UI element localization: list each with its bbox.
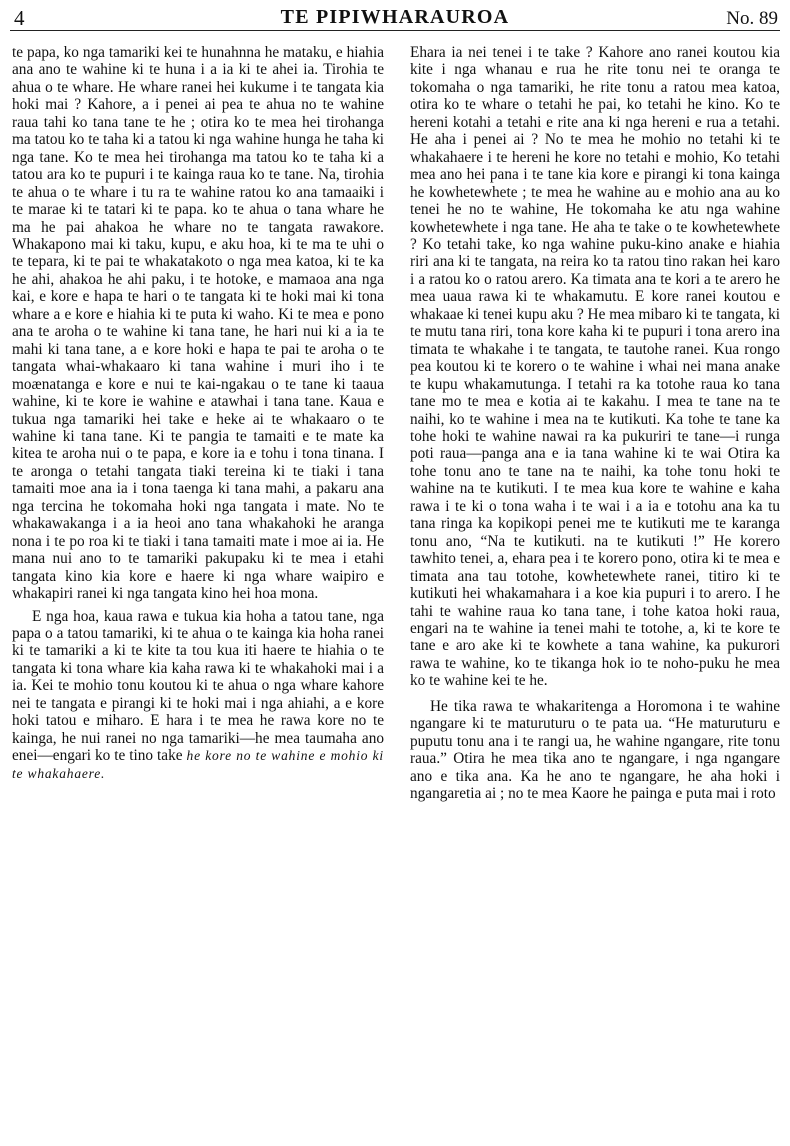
left-column: [12, 44, 384, 1144]
left-paragraph-1: te papa, ko nga tamariki kei te hunahnna he mataku, e hiahia ana ano te wahine ki te huna i a ia ki te ahei ia. Tirohia te ahua o te whare. He whare ranei hei kukume i te tangata kia hoki mai ? Kahore, a i penei ai pea te ahua no te wahine raua tahi ko tana tane te he ; otira ko te mea hei tirohanga ma tatou ko te taha ki a tatou ki nga wahine hunga he taha ki nga tane. Ko te mea hei tirohanga ma tatou ko te taha ki a tatou ara ko te pupuri i te kainga raua ko te tane. Na, tirohia te ahua o te whare i tu ra te wahine ratou ko ana tamaaiki i te marae ki te tatari ki te papa. ko te ahua o tana whare he ma he pai ahakoa he whare no te tangata rawakore. Whakapono mai ki taku, kupu, e aku hoa, ki te ma te uhi o te tepara, ki te pai te whakatakoto o nga mea katoa, ki te ka he ahi, ahakoa he ahi paku, i te hotoke, e mamaoa ana nga kai, e kore e hapa te hari o te tangata ki te hoki mai ki tona whare a e kore e hiahia ki te puta ki waho. Ki te mea e pono ana te aroha o te wahine ki tana tane, he hari nui ki a ia te mahi ki tana tane, a e kore hoki e hapa te pai te aroha o te tangata whai-whakaaro ki tana wahine i muri iho i te moænatanga e kore e nui te kai-ngakau o te tane ki taaua wahine, ki te kore ie wahine e atawhai i tana tane. Kaua e tukua nga tamariki hei take e heke ai te whakaaro o te wahine ki tana tane. Ki te pangia te tamaiti e te mate ka kitea te aroha nui o te papa, e kore ia e tohu i tona tinana. I te aronga o tetahi tangata tiaki tereina ki te tiaki i tana tamaiti moe ana ia i tona taenga ki tana mahi, a pakaru ana nga tercina he tokomaha hoki nga tangata i mate. No te whakawakanga i a ia heoi ano tana whakahoki he aranga nona i te po roa ki te tiaki i tana tamaiti mate i moe ai ia. He mana nui ano to te tamariki pakupaku ki te mea i etahi tangata kino kia kore e haere ki nga whare waipiro e whakapiri ranei ki nga tangata kino hei hoa mona.: [12, 44, 384, 603]
page-header: [10, 4, 780, 31]
masthead-title: TE PIPIWHARAUROA: [280, 6, 510, 28]
right-column: [410, 44, 780, 1144]
issue-number: No. 89: [726, 8, 778, 29]
right-paragraph-2: He tika rawa te whakaritenga a Horomona i te wahine ngangare ki te maturuturu o te pata ua. “He maturuturu e puputu tonu ana i te rangi ua, he wahine ngangare, rite tonu raua.” Otira he mea tika ano te ngangare, i nga ngangare ano e tika ana. Ka he ano te ngangare, he aha hoki i ngangaretia ai ; no te mea Kaore he painga e puta mai i roto: [410, 697, 780, 803]
page-number: 4: [14, 6, 25, 30]
left-paragraph-2: [12, 608, 384, 783]
left-paragraph-2-text: E nga hoa, kaua rawa e tukua kia hoha a tatou tane, nga papa o a tatou tamariki, ki te ahua o te kainga kia hoha ranei ki te tamariki a ki te kite ta tou kua iti haere te hiahia o te tangata ki tona whare kia kaha rawa ki te whakahoki mai i a ia. Kei te mohio tonu koutou ki te ahua o nga whare kahore nei te tangata e pirangi ki te hoki mai i nga ahiahi, a e kore hoki tatou e miharo. E hara i te mea he rawa kore no te kainga, he nui ranei no nga tamariki—he mea taumaha ano enei—engari ko te tino take: [12, 607, 384, 765]
left-paragraph-2-italic: he kore no te wahine e mohio ki te whakahaere.: [12, 748, 384, 781]
right-paragraph-1: Ehara ia nei tenei i te take ? Kahore ano ranei koutou kia kite i nga whanau e rua he rite tonu nei te oranga te tokomaha o nga tamariki, he rite tonu a ratou mea katoa, otira ko te whare o tetahi he pai, ko tetahi he kino. Ko te hereni kotahi a tetahi e rite ana ki nga hereni e rua a tetahi. He aha i penei ai ? No te mea he mohio no tetahi ki te whakahaere i te hereni he kore no tetahi e mohio, Ko tetahi mea ano hei pana i te tane kia kore e pirangi ki tona kainga he kowhetewhete ; te mea he wahine au e mohio ana au ko tenei he no te wahine, He tokomaha ke atu nga wahine kowhetewhete i nga tane. He aha te take o te kowhetewhete ? Ko tetahi take, ko nga wahine puku-kino anake e hiahia riri ana ki te tangata, na reira ko ta ratou tino rakan hei karo i a ratou ko o ratou arero. Ka timata ana te kori a te arero he mea uaua rawa ki te whakamutu. E kore ranei koutou e whakaae ki tenei kupu aku ? He mea mibaro ki te tangata, ki te mutu tana riri, tona kore kaha ki te pupuri i tona arero ina timata te whakahe i te tangata, te tautohe ranei. Kua rongo pea koutou ki te korero o te wahine i whai nei mana anake te kupu whakamutunga. I tetahi ra ka totohe raua ko tana tane mo te mea e kotia ai te kakahu. I mea te tane na te naihi, ko te wahine i mea na te kutikuti. Ka tohe te tane ka tohe hoki te wahine nawai ra ka pukuriri te tane—i runga poti raua—panga ana e ia tana wahine ki te wai Otira ka tohe tonu ano te tane na te naihi, ka tohe tonu hoki te wahine na te kutikuti. I te mea kua kore te wahine e kaha rawa i te ki o tona waha i te wai i a ia e totohu ana ka tu tana ringa ka kopikopi penei me te kutikuti me te karanga tonu ano, “Na te kutikuti. na te kutikuti !” He korero tawhito tenei, a, ehara pea i te korero pono, otira ki te mea e timata ana tau totohe, kowhetewhete ranei, titiro ki te kutikuti hei whakamahara i a koe kia pupuri i to arero. I he tahi te wahine raua ko tana tane, i tohe katoa hoki raua, engari na te wahine ia tenei mahi te totohe, a, ki te kore te tane e aro ake ki te kowhete a tana wahine, ka pukurori rawa te wahine, ko te tikanga hok io te noho-puku he mea ko te wahine kei te he.: [410, 44, 780, 690]
